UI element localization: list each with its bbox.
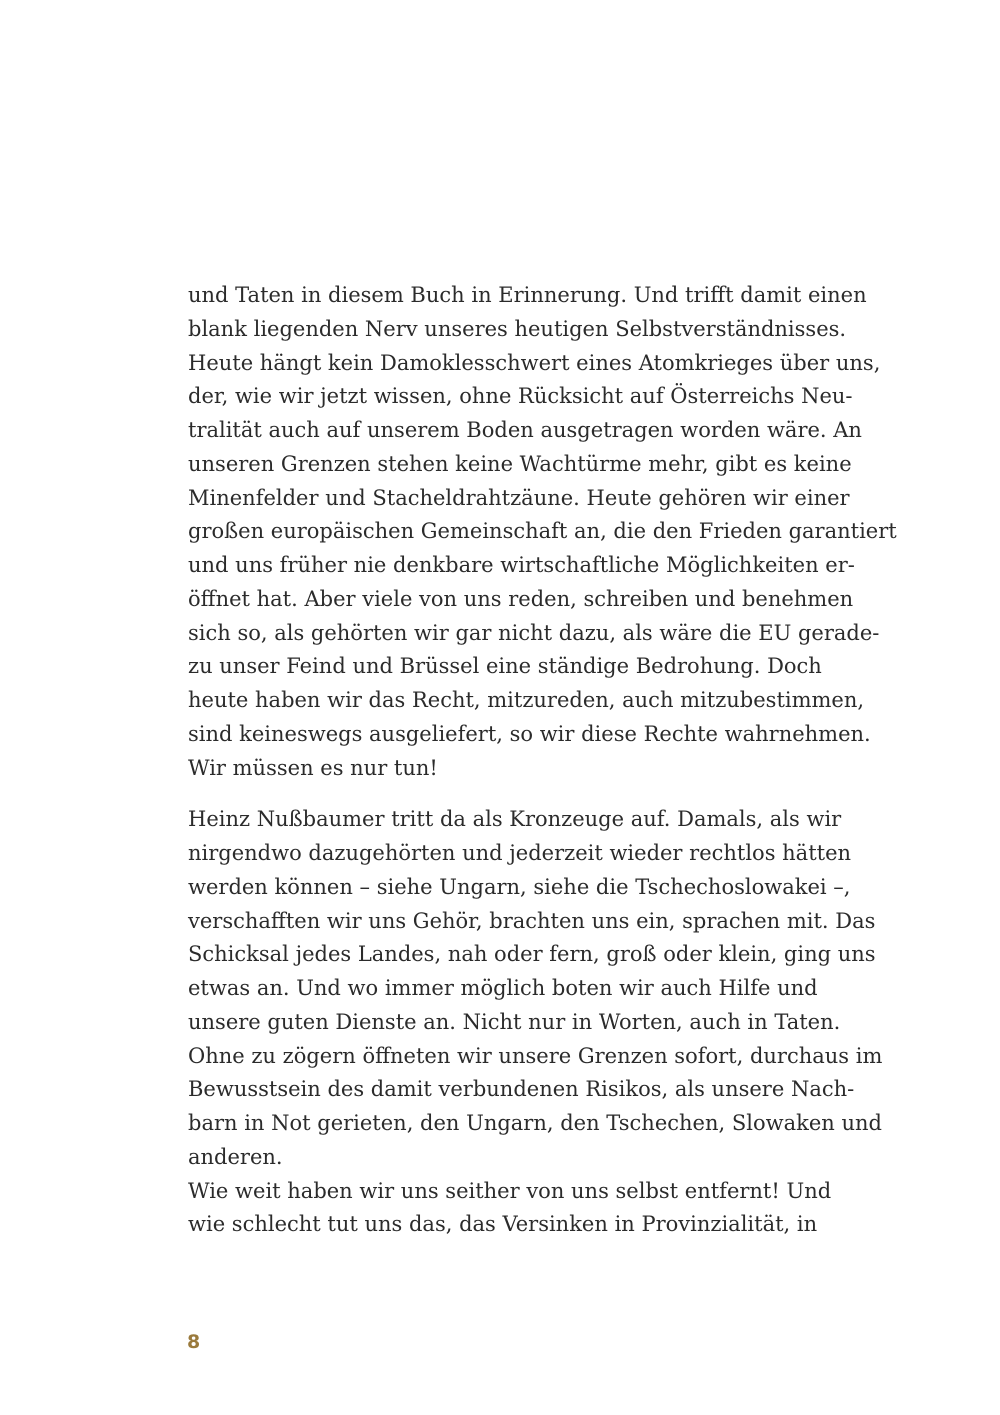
text-line: Minenfelder und Stacheldrahtzäune. Heute gehören wir einer <box>188 485 850 510</box>
text-line: Wie weit haben wir uns seither von uns selbst entfernt! Und <box>188 1178 832 1203</box>
text-line: heute haben wir das Recht, mitzureden, auch mitzubestimmen, <box>188 688 865 712</box>
text-line: der, wie wir jetzt wissen, ohne Rücksicht auf Österreichs Neu- <box>188 384 853 409</box>
text-line: tralität auch auf unserem Boden ausgetragen worden wäre. An <box>188 418 862 442</box>
text-line: werden können – siehe Ungarn, siehe die Tschechoslowakei –, <box>188 874 851 899</box>
text-line: unseren Grenzen stehen keine Wachtürme mehr, gibt es keine <box>188 451 852 476</box>
text-line: anderen. <box>188 1144 283 1169</box>
text-line: öffnet hat. Aber viele von uns reden, schreiben und benehmen <box>188 586 854 611</box>
body-text <box>188 279 897 1242</box>
text-line: großen europäischen Gemeinschaft an, die den Frieden garantiert <box>188 519 897 544</box>
text-line: sich so, als gehörten wir gar nicht dazu, als wäre die EU gerade- <box>188 620 880 645</box>
page-number: 8 <box>187 1331 201 1353</box>
text-line: Bewusstsein des damit verbundenen Risikos, als unsere Nach- <box>188 1077 855 1102</box>
paragraph <box>188 279 897 785</box>
paragraph <box>188 1175 832 1243</box>
text-line: unsere guten Dienste an. Nicht nur in Worten, auch in Taten. <box>188 1009 841 1034</box>
text-line: barn in Not gerieten, den Ungarn, den Tschechen, Slowaken und <box>188 1111 882 1135</box>
text-line: verschafften wir uns Gehör, brachten uns ein, sprachen mit. Das <box>188 908 876 933</box>
text-line: und uns früher nie denkbare wirtschaftliche Möglichkeiten er- <box>188 553 855 577</box>
text-line: und Taten in diesem Buch in Erinnerung. Und trifft damit einen <box>188 283 867 307</box>
text-line: zu unser Feind und Brüssel eine ständige Bedrohung. Doch <box>188 654 822 679</box>
text-line: Wir müssen es nur tun! <box>188 755 438 780</box>
text-line: etwas an. Und wo immer möglich boten wir auch Hilfe und <box>188 976 818 1000</box>
text-line: Heute hängt kein Damoklesschwert eines Atomkrieges über uns, <box>188 350 881 375</box>
text-line: wie schlecht tut uns das, das Versinken in Provinzialität, in <box>188 1212 818 1237</box>
text-line: Ohne zu zögern öffneten wir unsere Grenzen sofort, durchaus im <box>188 1043 883 1068</box>
paragraph <box>188 803 883 1174</box>
text-line: Schicksal jedes Landes, nah oder fern, groß oder klein, ging uns <box>188 942 876 967</box>
text-line: Heinz Nußbaumer tritt da als Kronzeuge auf. Damals, als wir <box>188 807 842 832</box>
text-line: nirgendwo dazugehörten und jederzeit wieder rechtlos hätten <box>188 841 852 865</box>
text-line: sind keineswegs ausgeliefert, so wir diese Rechte wahrnehmen. <box>188 721 871 746</box>
text-line: blank liegenden Nerv unseres heutigen Selbstverständnisses. <box>188 316 847 341</box>
paragraph-gap <box>188 785 813 803</box>
